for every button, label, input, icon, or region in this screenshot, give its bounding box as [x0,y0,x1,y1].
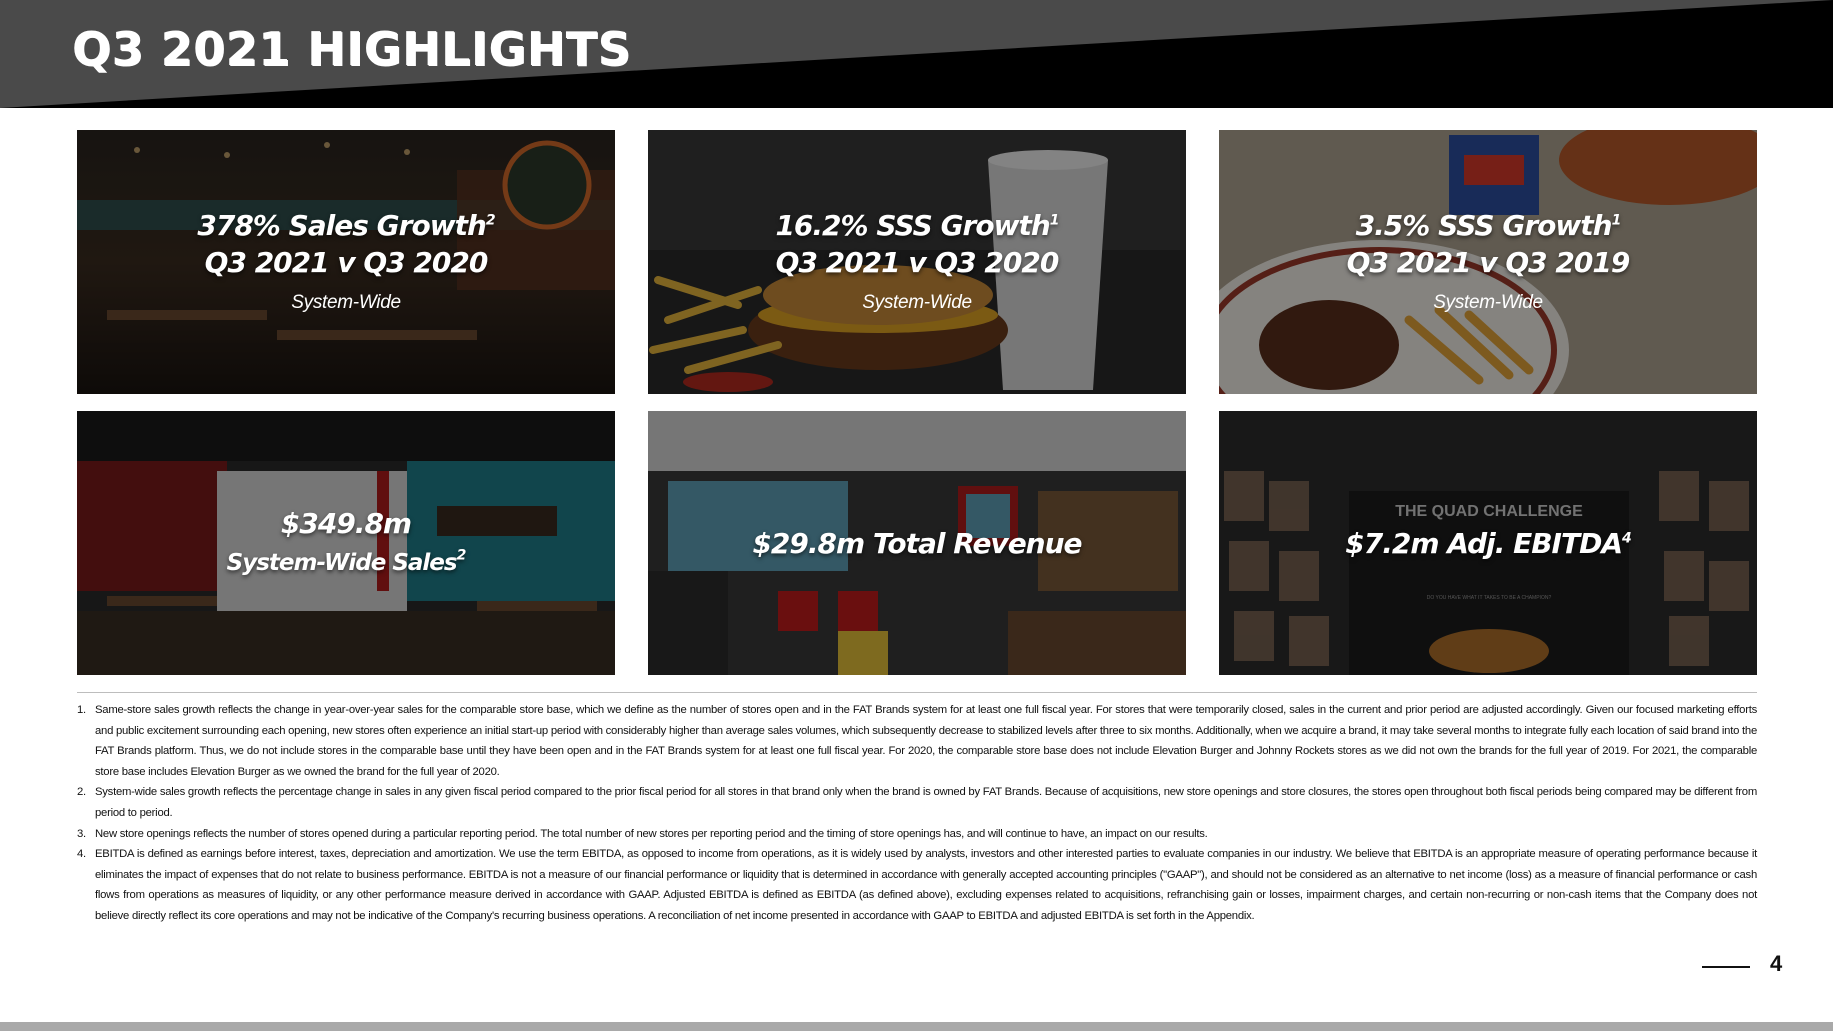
metric-scope: System-Wide [862,292,972,313]
highlight-caption [1219,130,1757,394]
page-number-rule [1702,966,1750,968]
page-number: 4 [1770,951,1783,976]
metric-value: $349.8m [280,506,412,540]
footnote-number: 2. [77,786,86,799]
footnote-item [77,782,1757,823]
highlight-tile-system-wide-sales [77,411,615,675]
footnote-item [77,844,1757,926]
footnote-number: 1. [77,704,86,716]
highlight-caption [648,130,1186,394]
sign-tagline: DO YOU HAVE WHAT IT TAKES TO BE A CHAMPION? [1426,595,1552,601]
metric-value: 378% Sales Growth [197,209,486,242]
footnote-ref: 1 [1049,212,1059,229]
footnote-text: EBITDA is defined as earnings before interest, taxes, depreciation and amortization. We use the term EBITDA, as opposed to income from operations, as it is widely used by analysts, investors and other interested parties to evaluate companies in our industry. We believe that EBITDA is an appropriate measure of operating performance because it eliminates the impact of expenses that do not relate to business performance. EBITDA is not a measure of our financial performance or liquidity that is determined in accordance with generally accepted accounting principles ("GAAP"), and should not be considered as an alternative to net income (loss) as a measure of financial performance or cash flows from operations as measures of liquidity, or any other performance measure derived in accordance with GAAP. Adjusted EBITDA is defined as EBITDA (as defined above), excluding expenses related to acquisitions, refranchising gain or losses, impairment charges, and certain non-recurring or non-cash items that the Company does not believe directly reflect its core operations and may not be indicative of the Company's recurring business operations. A reconciliation of net income presented in accordance with GAAP to EBITDA and adjusted EBITDA is set forth in the Appendix. [95,848,1757,922]
metric-value: 3.5% SSS Growth [1355,209,1612,242]
metric-value: $7.2m Adj. EBITDA [1345,526,1622,560]
footnote-text: New store openings reflects the number of stores opened during a particular reporting period. The total number of new stores per reporting period and the timing of store openings has, and will continue to have, an impact on our results. [95,827,1208,840]
highlight-tile-total-revenue [648,411,1186,675]
sign-title: THE QUAD CHALLENGE [1395,503,1583,520]
footnote-divider [77,692,1757,693]
footnotes-list [77,700,1757,927]
highlight-caption [1219,411,1757,675]
highlight-caption [77,411,615,675]
metric-period: Q3 2021 v Q3 2019 [1346,246,1630,279]
footnote-number: 4. [77,848,86,861]
footnote-item [77,824,1757,845]
footnote-ref: 2 [456,547,466,564]
metric-value: $29.8m Total Revenue [752,526,1082,560]
metric-value: 16.2% SSS Growth [775,209,1050,242]
highlight-tile-sss-growth-2020 [648,130,1186,394]
footnote-text: Same-store sales growth reflects the change in year-over-year sales for the comparable store base, which we define as the number of stores open and in the FAT Brands system for at least one full fiscal year. For stores that were temporarily closed, sales in the current and prior period are adjusted accordingly. Given our focused marketing efforts and public excitement surrounding each opening, new stores often experience an initial start-up period with considerably higher than average sales volumes, which subsequently decrease to stabilized levels after three to six months. Additionally, when we acquire a brand, it may take several months to integrate fully each location of said brand into the FAT Brands platform. Thus, we do not include stores in the comparable base until they have been open and in the FAT Brands system for at least one full fiscal year. For 2020, the comparable store base does not include Elevation Burger and Johnny Rockets stores as we did not own the brands for the full year of 2019. For 2021, the comparable store base includes Elevation Burger as we owned the brand for the full year of 2020. [95,704,1757,778]
footnote-ref: 1 [1611,212,1621,229]
highlight-tile-sss-growth-2019 [1219,130,1757,394]
highlight-tile-adj-ebitda [1219,411,1757,675]
metric-period: Q3 2021 v Q3 2020 [204,246,488,279]
page-title: Q3 2021 HIGHLIGHTS [72,22,632,76]
highlight-tile-sales-growth [77,130,615,394]
highlight-caption [648,411,1186,675]
footnote-ref: 2 [485,212,495,229]
highlight-caption [77,130,615,394]
metric-scope: System-Wide [1433,292,1543,313]
metric-scope: System-Wide [291,292,401,313]
footnote-number: 3. [77,827,86,840]
metric-period: Q3 2021 v Q3 2020 [775,246,1059,279]
footnote-ref: 4 [1622,530,1631,547]
metric-label: System-Wide Sales [226,549,457,576]
footer-bar [0,1022,1833,1031]
footnote-text: System-wide sales growth reflects the percentage change in sales in any given fiscal period compared to the prior fiscal period for all stores in that brand only when the brand is owned by FAT Brands. Because of acquisitions, new store openings and store closures, the stores open throughout both fiscal periods being compared may be different from period to period. [95,786,1757,819]
highlights-grid [77,130,1757,675]
footnote-item [77,700,1757,782]
